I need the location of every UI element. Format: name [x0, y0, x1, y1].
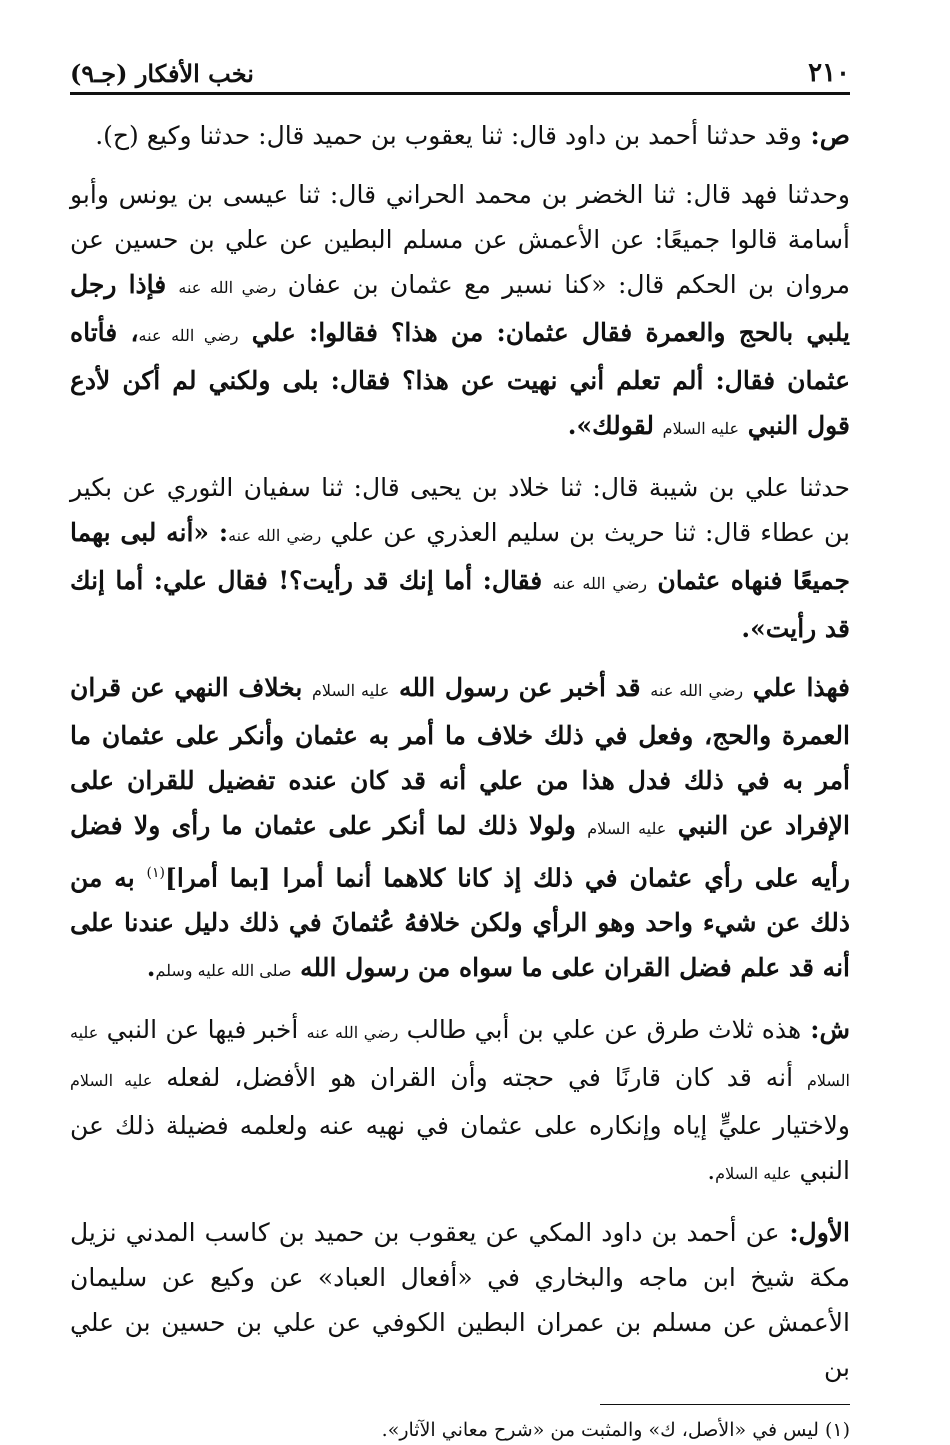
text-run: حدثنا علي بن شيبة قال: ثنا خلاد بن يحيى قال: ثنا سفيان الثوري عن بكير بن عطاء قال: ثنا حريث بن سليم العذري عن علي — [70, 473, 851, 547]
text-run: وقد حدثنا أحمد بن داود قال: ثنا يعقوب بن حميد قال: حدثنا وكيع (ح). — [95, 121, 802, 150]
text-run: فهذا علي — [743, 673, 851, 702]
section-marker: الأول: — [779, 1218, 850, 1248]
book-page — [70, 42, 850, 1445]
section-marker: ش: — [801, 1015, 851, 1045]
text-run: قد أخبر عن رسول الله — [389, 673, 651, 702]
honorific-glyph: رضي الله عنه — [552, 574, 648, 593]
text-run: عن أحمد بن داود المكي عن يعقوب بن حميد بن كاسب المدني نزيل مكة شيخ ابن ماجه والبخاري في «أفعال العباد» عن وكيع عن سليمان الأعمش عن مسلم بن عمران البطين الكوفي عن علي بن حسين بن علي بن — [70, 1218, 850, 1383]
paragraph — [70, 465, 850, 651]
text-run: ولاختيار عليٍّ إياه وإنكاره على عثمان في نهيه عنه ولعلمه فضيلة ذلك عن النبي — [70, 1111, 850, 1186]
footnote: (١) ليس في «الأصل، ك» والمثبت من «شرح معاني الآثار». — [381, 1419, 850, 1442]
text-run: ولولا ذلك لما أنكر على عثمان ما رأى ولا فضل رأيه على رأي عثمان في ذلك إذ كانا كلاهما أنما أمرا [بما أمرا] — [70, 811, 850, 893]
text-run: . — [146, 953, 156, 983]
page-header — [70, 42, 850, 88]
honorific-glyph: رضي الله عنه — [178, 278, 277, 297]
text-run: . — [707, 1156, 716, 1186]
paragraph — [70, 1210, 850, 1390]
text-run: بخلاف النهي عن قران العمرة والحج، وفعل في ذلك خلاف ما أمر به عثمان وأنكر على عثمان ما أمر به في ذلك فدل هذا من علي أنه قد كان عنده تفضيل للقران على الإفراد عن النبي — [70, 673, 850, 840]
honorific-glyph: رضي الله عنه — [138, 326, 239, 345]
honorific-glyph: عليه السلام — [662, 419, 740, 438]
header-rule — [70, 92, 850, 95]
honorific-glyph: عليه السلام — [587, 819, 667, 838]
honorific-glyph: عليه السلام — [70, 1071, 153, 1091]
text-run: فإذا رجل يلبي بالحج والعمرة فقال عثمان: من هذا؟ فقالوا: علي — [70, 270, 850, 347]
text-run: فقال: أما إنك قد رأيت؟! فقال علي: أما إنك قد رأيت». — [70, 566, 850, 643]
paragraph — [70, 1007, 850, 1196]
text-run: ، فأتاه عثمان فقال: ألم تعلم أني نهيت عن هذا؟ فقال: بلى ولكني لم أكن لأدع قول النبي — [70, 318, 850, 440]
honorific-glyph: عليه السلام — [70, 1023, 850, 1091]
honorific-glyph: عليه السلام — [715, 1164, 792, 1184]
text-run: أنه قد كان قارنًا في حجته وأن القران هو الأفضل، لفعله — [152, 1063, 807, 1093]
honorific-glyph: رضي الله عنه — [228, 526, 322, 545]
text-run: أخبر فيها عن النبي — [98, 1015, 307, 1045]
honorific-glyph: رضي الله عنه — [306, 1023, 399, 1043]
text-run: هذه ثلاث طرق عن علي بن أبي طالب — [398, 1015, 802, 1045]
text-run: وحدثنا فهد قال: ثنا الخضر بن محمد الحراني قال: ثنا عيسى بن يونس وأبو أسامة قالوا جميعًا: عن الأعمش عن مسلم البطين عن علي بن حسين عن مروان بن الحكم قال: «كنا نسير مع عثمان بن عفان — [70, 180, 850, 299]
page-number: ٢١٠ — [808, 58, 850, 88]
text-run: : «أنه لبى بهما جميعًا فنهاه عثمان — [70, 518, 850, 595]
footnote-ref: (١) — [146, 865, 165, 881]
honorific-glyph: عليه السلام — [311, 681, 390, 700]
honorific-glyph: صلى الله عليه وسلم — [155, 961, 292, 981]
text-run: به من ذلك عن شيء واحد وهو الرأي ولكن خلافهُ عُثمانَ في ذلك دليل عندنا على أنه قد علم فضل القران على ما سواه من رسول الله — [70, 863, 850, 983]
running-title: نخب الأفكار (جـ٩) — [70, 59, 254, 88]
paragraph — [70, 172, 850, 451]
text-run: لقولك». — [567, 411, 663, 440]
paragraph — [70, 113, 850, 158]
paragraph — [70, 665, 850, 993]
section-marker: ص: — [801, 121, 850, 150]
page-body — [70, 113, 850, 1390]
honorific-glyph: رضي الله عنه — [650, 681, 744, 700]
footnote-separator — [600, 1404, 850, 1405]
